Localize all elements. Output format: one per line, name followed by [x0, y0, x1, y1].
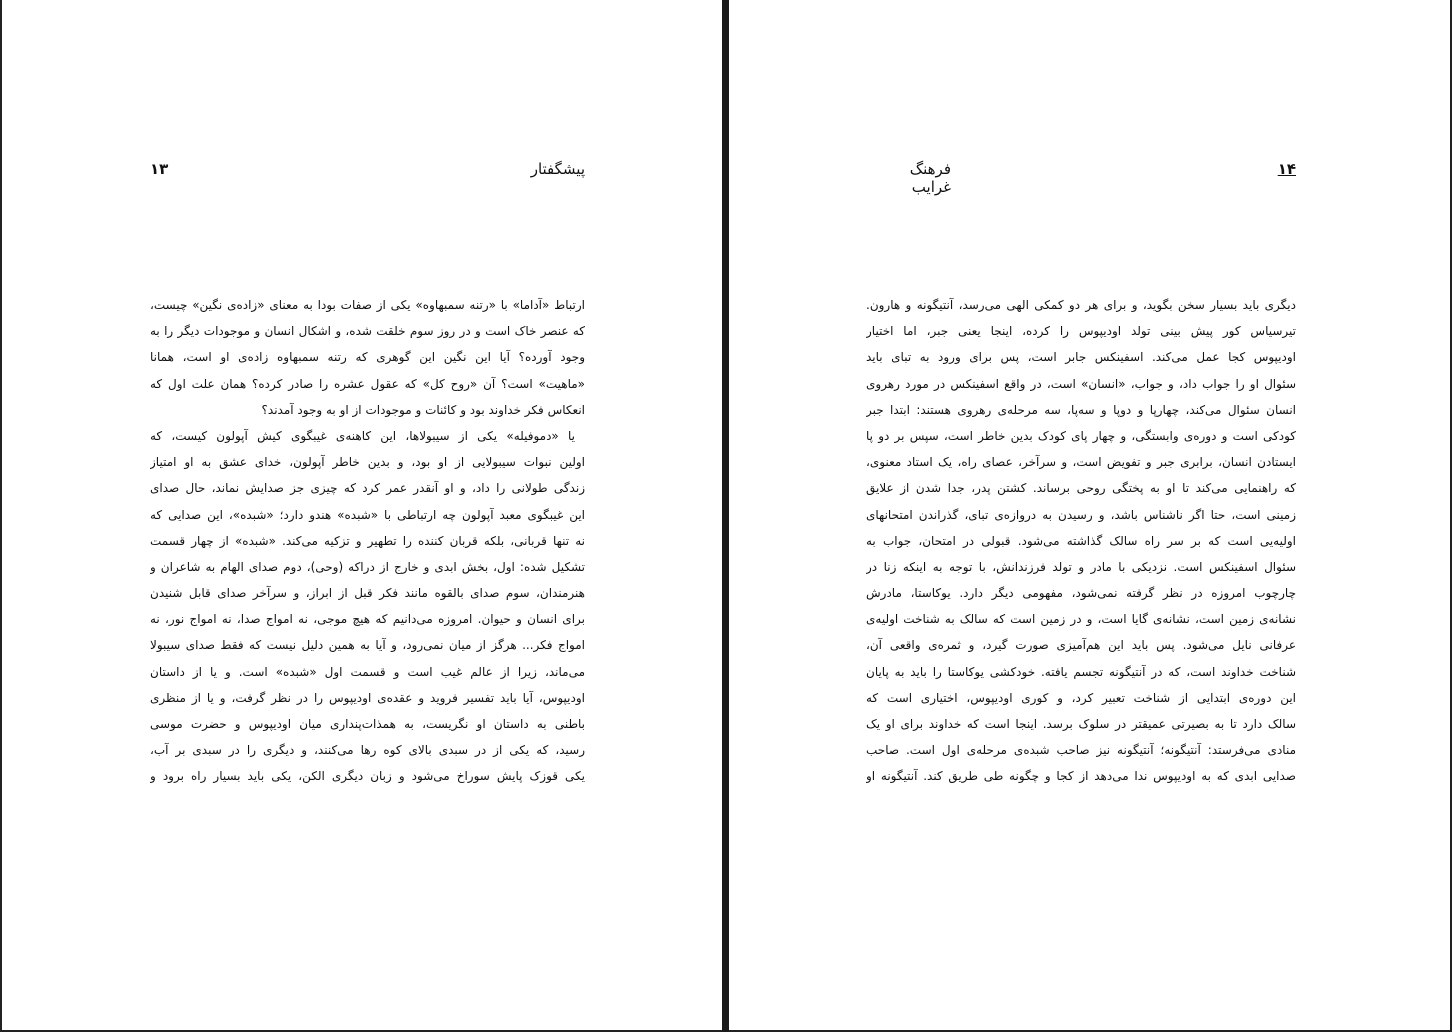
book-gutter	[722, 0, 729, 1032]
text-line: اولین نبوات سیبولایی از او بود، و بدین خاطر آپولون، خدای عشق به او امتیاز	[150, 455, 585, 470]
text-line: سالک دارد تا به بصیرتی عمیقتر در سلوک برسد. اینجا است که خداوند برای او یک	[866, 717, 1296, 731]
text-line: هنرمندان، سوم صدای بالقوه مانند فکر قبل از ابراز، و سرآخر صدای قابل شنیدن	[150, 586, 585, 601]
left-page	[150, 0, 585, 1032]
text-line: اودیپوس، آیا باید تفسیر فروید و عقده‌ی اودیپوس را در نظر گرفت، و یا از منظری	[150, 690, 585, 705]
text-line: شناخت خداوند است، که در آنتیگونه تجسم یافته. خودکشی یوکاستا را باید به پایان	[866, 664, 1296, 679]
text-line: تشکیل شده: اول، بخش ابدی و خارج از دراکه (وحی)، دوم صدای الهام به شاعران و	[150, 559, 585, 574]
text-line: ارتباط «آداما» با «رتنه سمبهاوه» یکی از صفات بودا به معنای «زاده‌ی نگین» چیست،	[150, 298, 585, 312]
text-line: زمینی است، حتا اگر ناشناس باشد، و رسیدن به دروازه‌ی تبای، گذراندن امتحانهای	[866, 507, 1296, 522]
text-line: چارچوب امروزه در نظر گرفته نمی‌شود، مفهومی دیگر دارد. یوکاستا، مادرش	[866, 586, 1296, 601]
running-title: پیشگفتار	[530, 160, 585, 178]
text-line: انسان سئوال می‌کند، چهارپا و دوپا و سه‌پا، سه مرحله‌ی رهروی هستند: ابتدا جبر	[866, 402, 1296, 417]
text-line: اودیپوس کجا عمل می‌کند. اسفینکس جابر است، پس برای ورود به تبای باید	[866, 350, 1296, 365]
text-line: باطنی به داستان او نگریست، به همذات‌پنداری میان اودیپوس و حضرت موسی	[150, 717, 585, 731]
page-edge-left	[0, 0, 2, 1032]
text-line: عرفانی نایل می‌شود. پس باید این هم‌آمیزی صورت گیرد، و ثمره‌ی واقعی آن،	[866, 638, 1296, 653]
text-line: وجود آورده؟ آیا این نگین این گوهری که رتنه سمبهاوه زاده‌ی او است، همانا	[150, 350, 585, 365]
text-line: «ماهیت» است؟ آن «روح کل» که عقول عشره را صادر کرده؟ همان علت اول که	[150, 376, 585, 391]
left-page-header	[150, 160, 585, 186]
text-line: صدایی ابدی که به اودیپوس ندا می‌دهد از کجا و چگونه طی طریق کند. آنتیگونه او	[866, 769, 1296, 784]
text-line: تیرسیاس کور پیش بینی تولد اودیپوس را کرده، اینجا یعنی جبر، اما اختیار	[866, 324, 1296, 339]
text-line: که عنصر خاک است و در روز سوم خلقت شده، و اشکال انسان و موجودات دیگر را به	[150, 324, 585, 339]
left-page-body	[150, 292, 585, 790]
text-line: ایستادن انسان، برابری جبر و تفویض است، و سرآخر، عصای راه، یک استاد معنوی،	[866, 455, 1296, 470]
right-page	[866, 0, 1296, 1032]
text-line: نشانه‌ی زمین است، نشانه‌ی گایا است، و در زمین است که سالک به شناخت اولیه‌ی	[866, 612, 1296, 627]
right-page-header	[866, 160, 1296, 196]
text-line: که راهنمایی می‌کند تا او به پختگی روحی برساند. کشتن پدر، جدا شدن از علایق	[866, 481, 1296, 496]
text-line: منادی می‌فرستد: آنتیگونه؛ آنتیگونه نیز صاحب شبده‌ی مرحله‌ی اول است. صاحب	[866, 743, 1296, 758]
page-number: ۱۴	[1277, 160, 1296, 178]
text-line: نه تنها قربانی، بلکه قربان کننده را تطهیر و تزکیه می‌کند. «شبده» از چهار قسمت	[150, 533, 585, 548]
text-line: این دوره‌ی ابتدایی از شناخت تعبیر کرد، و کوری اودیپوس، اختیاری است که	[866, 690, 1296, 705]
text-line: اولیه‌یی است که بر سر راه سالک گذاشته می‌شود. قبولی در امتحان، جواب به	[866, 533, 1296, 548]
text-line: رسید، که یکی از در سبدی بالای کوه رها می‌کنند، و دیگری را در سبدی بر آب،	[150, 743, 585, 758]
text-line: کودکی است و دوره‌ی وابستگی، و چهار پای کودک بدین خاطر است، سپس بر دو پا	[866, 428, 1296, 443]
text-line: یکی قوزک پایش سوراخ می‌شود و زبان دیگری الکن، یکی باید بسیار راه برود و	[150, 769, 585, 784]
text-line: برای انسان و حیوان. امروزه می‌دانیم که هیچ موجی، نه امواج صدا، نه امواج نور، نه	[150, 612, 585, 627]
text-line: امواج فکر... هرگز از میان نمی‌رود، و آیا به همین دلیل نیست که فقط صدای سیبولا	[150, 638, 585, 653]
text-line: می‌ماند، زیرا از عالم غیب است و قسمت اول «شبده» است. و یا از داستان	[150, 664, 585, 679]
running-title: فرهنگ غرایب	[909, 160, 951, 196]
text-line: این غیبگوی معبد آپولون چه ارتباطی با «شبده» هندو دارد؛ «شبده»، این صدایی که	[150, 507, 585, 522]
text-line: انعکاس فکر خداوند بود و کائنات و موجودات از او به وجود آمدند؟	[261, 402, 585, 417]
text-line: سئوال او را جواب داد، و جواب، «انسان» است، در واقع اسفینکس در مورد رهروی	[866, 376, 1296, 391]
right-page-body	[866, 292, 1296, 790]
text-line: دیگری باید بسیار سخن بگوید، و برای هر دو کمکی الهی می‌رسد، آنتیگونه و هارون.	[866, 298, 1296, 312]
text-line: زندگی طولانی را داد، و او آنقدر عمر کرد که چیزی جز صدایش نماند، حال صدای	[150, 481, 585, 496]
text-line: سئوال اسفینکس است. نزدیکی با مادر و تولد فرزندانش، با توجه به اینکه زنا در	[866, 559, 1296, 574]
page-number: ۱۳	[150, 160, 169, 178]
text-line: یا «دموفیله» یکی از سیبولاها، این کاهنه‌ی غیبگوی کیش آپولون کیست، که	[150, 428, 575, 443]
